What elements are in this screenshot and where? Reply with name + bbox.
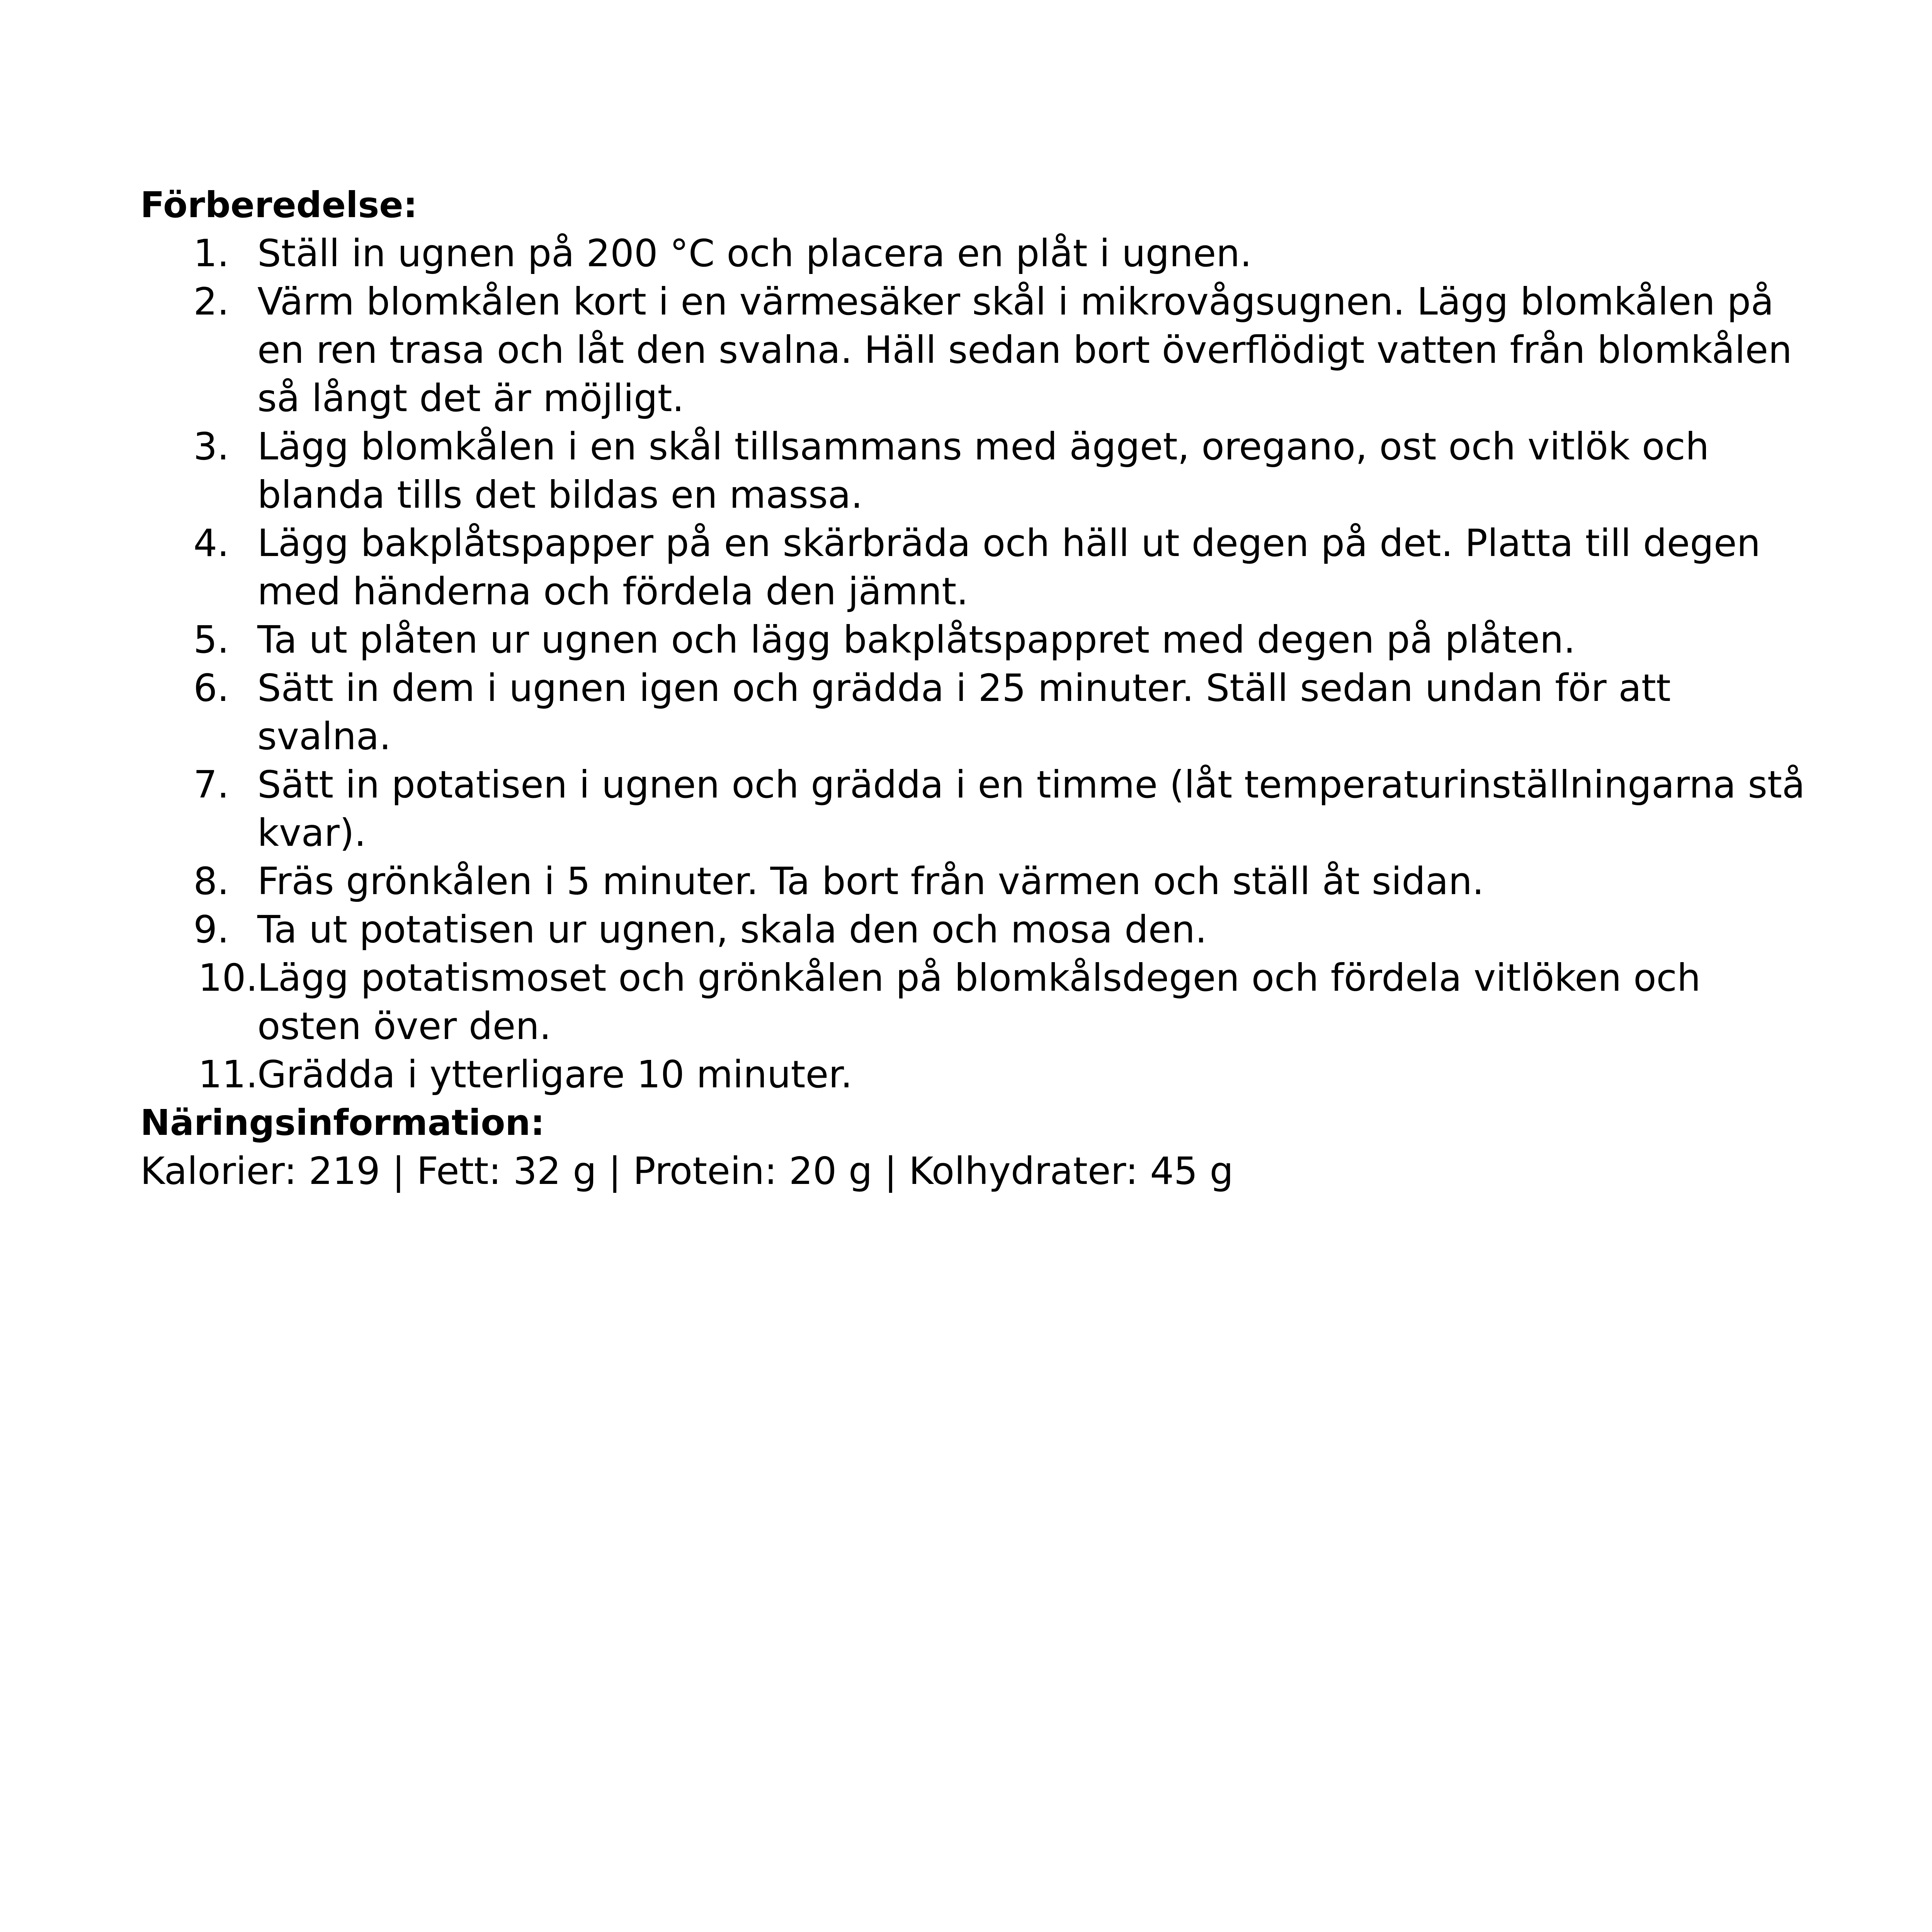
step-text: Ställ in ugnen på 200 °C och placera en plåt i ugnen. (257, 231, 1252, 275)
nutrition-heading: Näringsinformation: (140, 1102, 545, 1143)
step-number: 8. (193, 859, 229, 903)
recipe-document (140, 181, 1805, 1195)
list-item (140, 857, 1810, 905)
step-text: Ta ut potatisen ur ugnen, skala den och mosa den. (257, 908, 1207, 951)
step-number: 5. (193, 618, 229, 662)
list-item (140, 229, 1810, 277)
step-number: 1. (193, 231, 229, 275)
list-item (140, 277, 1810, 422)
step-text: Lägg blomkålen i en skål tillsammans med ägget, oregano, ost och vitlök och blanda tills det bildas en massa. (257, 425, 1709, 517)
step-text: Lägg bakplåtspapper på en skärbräda och häll ut degen på det. Platta till degen med händerna och fördela den jämnt. (257, 521, 1761, 613)
list-item (140, 905, 1810, 954)
list-item (140, 519, 1810, 616)
step-text: Grädda i ytterligare 10 minuter. (257, 1053, 853, 1096)
step-number: 10. (198, 956, 258, 1000)
list-item (140, 1050, 1810, 1099)
list-item (140, 422, 1810, 519)
preparation-steps-list (140, 229, 1805, 1099)
list-item (140, 616, 1810, 664)
step-number: 9. (193, 908, 229, 951)
list-item (140, 760, 1810, 857)
step-text: Fräs grönkålen i 5 minuter. Ta bort från värmen och ställ åt sidan. (257, 859, 1484, 903)
step-number: 6. (193, 666, 229, 710)
step-text: Sätt in potatisen i ugnen och grädda i en timme (låt temperaturinställningarna stå kvar). (257, 763, 1805, 855)
preparation-heading: Förberedelse: (140, 184, 418, 226)
step-number: 2. (193, 280, 229, 323)
step-number: 3. (193, 425, 229, 468)
list-item (140, 954, 1810, 1050)
step-number: 11. (198, 1053, 258, 1096)
step-number: 7. (193, 763, 229, 806)
list-item (140, 664, 1810, 760)
step-number: 4. (193, 521, 229, 565)
step-text: Värm blomkålen kort i en värmesäker skål i mikrovågsugnen. Lägg blomkålen på en ren trasa och låt den svalna. Häll sedan bort överflödigt vatten från blomkålen så långt det är möjligt. (257, 280, 1792, 420)
step-text: Sätt in dem i ugnen igen och grädda i 25 minuter. Ställ sedan undan för att svalna. (257, 666, 1671, 758)
step-text: Lägg potatismoset och grönkålen på blomkålsdegen och fördela vitlöken och osten över den. (257, 956, 1701, 1048)
nutrition-summary: Kalorier: 219 | Fett: 32 g | Protein: 20 g | Kolhydrater: 45 g (140, 1149, 1234, 1193)
step-text: Ta ut plåten ur ugnen och lägg bakplåtspappret med degen på plåten. (257, 618, 1576, 662)
